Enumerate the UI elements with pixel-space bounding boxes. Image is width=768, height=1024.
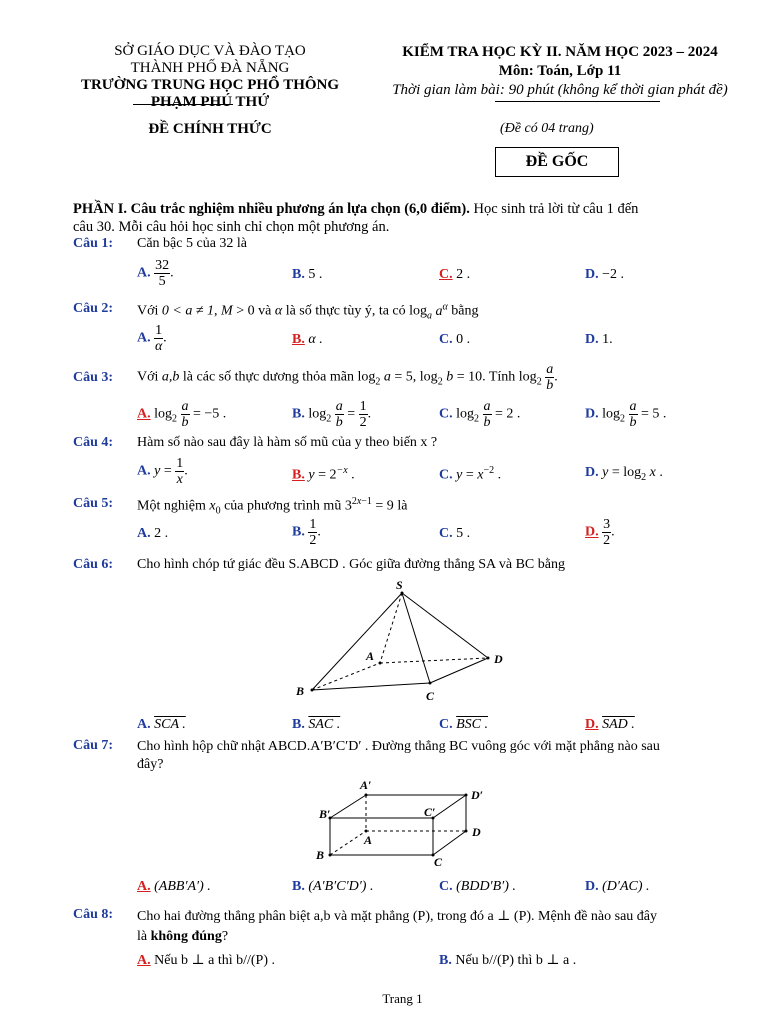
exam-time: Thời gian làm bài: 90 phút (không kể thời gian phát đề) — [392, 82, 728, 98]
q3-label: Câu 3: — [73, 370, 114, 385]
pyramid-label-d: D — [494, 652, 503, 666]
q1-option-a[interactable]: A. $\frac{32}{5}$ . — [137, 258, 174, 289]
box-label-d: D — [472, 825, 481, 839]
box-label-a: A — [364, 833, 373, 847]
box-label-c-prime: C′ — [424, 805, 436, 819]
q6-option-b[interactable]: B. SAC . — [292, 717, 341, 732]
school-header — [60, 43, 360, 111]
q5-label: Câu 5: — [73, 496, 114, 511]
part1-instr-2: câu 30. Mỗi câu hỏi học sinh chỉ chọn một phương án. — [73, 219, 390, 235]
dept-line: SỞ GIÁO DỤC VÀ ĐÀO TẠO — [114, 43, 306, 59]
q6-option-c[interactable]: C. BSC . — [439, 717, 489, 732]
pyramid-label-a: A — [366, 649, 375, 663]
q7-text: Cho hình hộp chữ nhật ABCD.A′B′C′D′ . Đường thẳng BC vuông góc với mặt phẳng nào sau đây? — [137, 739, 660, 772]
pyramid-label-b: B — [296, 684, 305, 698]
q5-option-b[interactable]: B. $\frac{1}{2}$ . — [292, 517, 321, 548]
q6-option-d[interactable]: D. SAD . — [585, 717, 635, 732]
box-label-b-prime: B′ — [319, 807, 331, 821]
q6-option-a[interactable]: A. SCA . — [137, 717, 186, 732]
q2-option-d[interactable]: D. 1. — [585, 332, 613, 347]
q8-option-b[interactable]: B. Nếu b//(P) thì b ⊥ a . — [439, 953, 577, 968]
q4-text: Hàm số nào sau đây là hàm số mũ của y theo biến x ? — [137, 435, 438, 450]
q2-label: Câu 2: — [73, 301, 114, 316]
q7-option-b[interactable]: B. (A′B′C′D′) . — [292, 879, 374, 894]
q1-option-d[interactable]: D. −2 . — [585, 267, 625, 282]
q7-option-a[interactable]: A. (ABB′A′) . — [137, 879, 211, 894]
q7-label: Câu 7: — [73, 738, 114, 753]
q2-text: Với 0 < a ≠ 1, M > 0 và α là số thực tùy ý, ta có $\log_a a^\alpha$ bằng — [137, 301, 479, 322]
exam-header — [370, 43, 750, 100]
q3-option-c[interactable]: C. $\log_2$ $\frac{a}{b}$ = 2 . — [439, 399, 521, 430]
box-label-a-prime: A′ — [360, 778, 372, 792]
q1-label: Câu 1: — [73, 236, 114, 251]
pyramid-figure — [290, 578, 520, 708]
q4-option-b[interactable]: B. $y = 2^{-x}$ . — [292, 465, 355, 483]
page-footer: Trang 1 — [382, 991, 423, 1006]
exam-title: KIỂM TRA HỌC KỲ II. NĂM HỌC 2023 – 2024 — [402, 44, 718, 60]
q8-label: Câu 8: — [73, 907, 114, 922]
q5-option-d[interactable]: D. $\frac{3}{2}$ . — [585, 517, 615, 548]
header-divider-right — [495, 101, 660, 102]
part1-intro — [73, 200, 743, 236]
q2-option-b[interactable]: B. α . — [292, 332, 323, 347]
part1-title: PHẦN I. Câu trắc nghiệm nhiều phương án lựa chọn (6,0 điểm). — [73, 201, 470, 217]
q3-option-d[interactable]: D. $\log_2$ $\frac{a}{b}$ = 5 . — [585, 399, 667, 430]
q1-text: Căn bậc 5 của 32 là — [137, 236, 248, 251]
city-line: THÀNH PHỐ ĐÀ NẴNG — [130, 60, 290, 76]
q4-option-d[interactable]: D. $y = \log_2 x$ . — [585, 465, 663, 483]
box-label-b: B — [316, 848, 325, 862]
q1-option-c[interactable]: C. 2 . — [439, 267, 471, 282]
header-divider-left — [133, 104, 233, 105]
pyramid-label-c: C — [426, 689, 435, 703]
q5-option-c[interactable]: C. 5 . — [439, 526, 471, 541]
q4-option-c[interactable]: C. $y = x^{-2}$ . — [439, 465, 502, 483]
school-line-2: PHẠM PHÚ THỨ — [150, 94, 270, 110]
pyramid-label-s: S — [396, 578, 403, 592]
exam-code-box: ĐỀ GỐC — [495, 147, 619, 177]
box-label-c: C — [434, 855, 443, 869]
q6-text: Cho hình chóp tứ giác đều S.ABCD . Góc giữa đường thẳng SA và BC bằng — [137, 557, 565, 572]
box-figure — [310, 778, 500, 870]
exam-subject: Môn: Toán, Lớp 11 — [498, 63, 622, 79]
q3-text: Với a,b là các số thực dương thỏa mãn $\log_2 a = 5$, $\log_2 b = 10$. Tính $\log_2$ $\frac{a}{b}$ . — [137, 362, 558, 393]
school-line-1: TRƯỜNG TRUNG HỌC PHỔ THÔNG — [80, 77, 340, 93]
box-label-d-prime: D′ — [471, 788, 484, 802]
q7-option-c[interactable]: C. (BDD′B′) . — [439, 879, 516, 894]
q3-option-a[interactable]: A. $\log_2$ $\frac{a}{b}$ = −5 . — [137, 399, 227, 430]
q2-option-a[interactable]: A. $\frac{1}{\alpha}$ . — [137, 323, 167, 354]
page-count: (Đề có 04 trang) — [500, 121, 594, 136]
q6-label: Câu 6: — [73, 557, 114, 572]
q7-option-d[interactable]: D. (D′AC) . — [585, 879, 650, 894]
q8-text: Cho hai đường thẳng phân biệt a,b và mặt phẳng (P), trong đó a ⊥ (P). Mệnh đề nào sau đây là không đúng? — [137, 909, 657, 944]
part1-instr-1: Học sinh trả lời từ câu 1 đến — [469, 201, 639, 217]
official-label: ĐỀ CHÍNH THỨC — [148, 121, 272, 137]
q1-option-b[interactable]: B. 5 . — [292, 267, 323, 282]
q5-option-a[interactable]: A. 2 . — [137, 526, 169, 541]
q5-text: Một nghiệm $x_0$ của phương trình mũ $3^{2x-1} = 9$ là — [137, 496, 408, 517]
q2-option-c[interactable]: C. 0 . — [439, 332, 471, 347]
q4-label: Câu 4: — [73, 435, 114, 450]
q8-option-a[interactable]: A. Nếu b ⊥ a thì b//(P) . — [137, 953, 275, 968]
q3-option-b[interactable]: B. $\log_2$ $\frac{a}{b}$ = $\frac{1}{2}$ . — [292, 399, 372, 430]
q4-option-a[interactable]: A. y = $\frac{1}{x}$ . — [137, 456, 188, 487]
